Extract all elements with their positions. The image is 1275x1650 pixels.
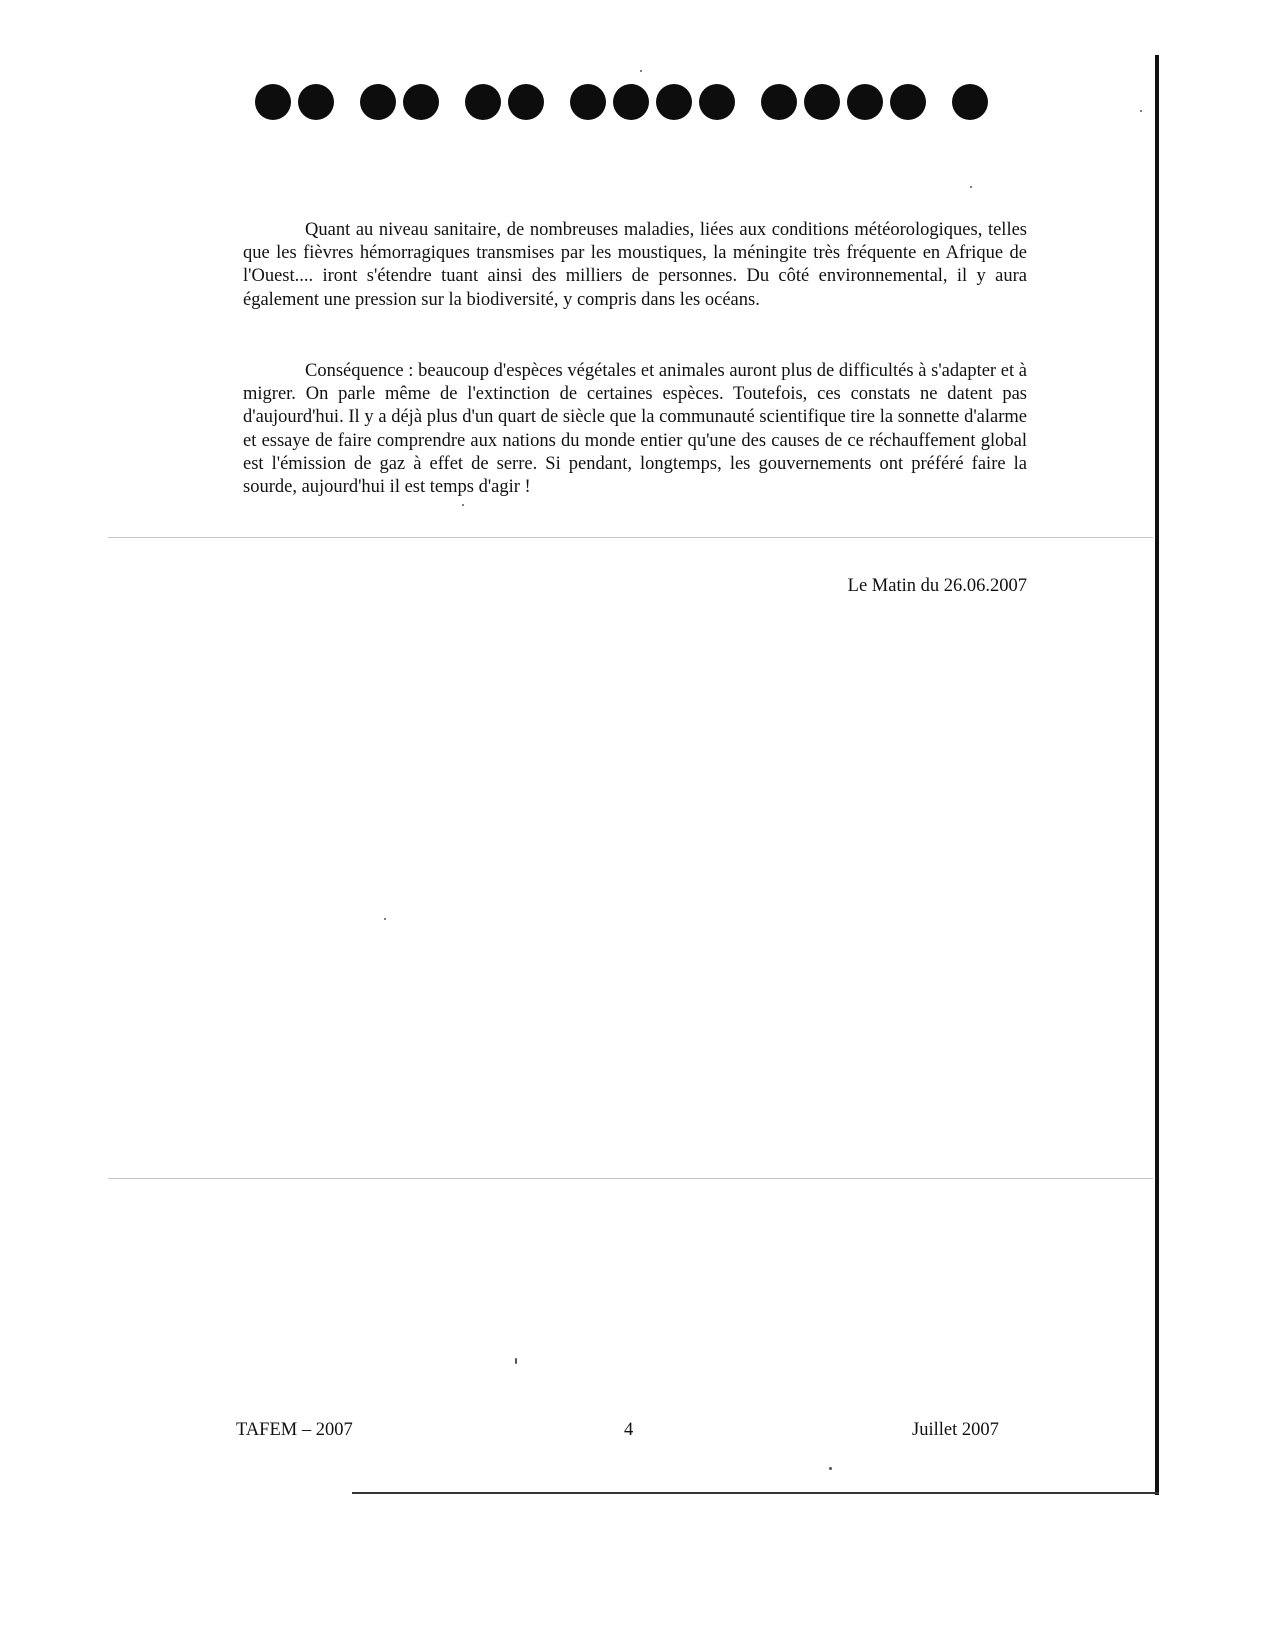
dot-icon xyxy=(465,84,501,120)
dot-icon xyxy=(952,84,988,120)
dot-icon xyxy=(890,84,926,120)
divider-top xyxy=(108,537,1153,538)
divider-bottom xyxy=(108,1178,1153,1179)
dot-icon xyxy=(699,84,735,120)
scan-speck xyxy=(462,504,464,506)
dot-icon xyxy=(656,84,692,120)
page-bottom-border xyxy=(352,1492,1159,1494)
dot-icon xyxy=(360,84,396,120)
article-paragraph-2 xyxy=(243,360,1027,499)
scan-speck xyxy=(515,1358,517,1364)
scan-speck xyxy=(640,70,642,72)
footer-page-number: 4 xyxy=(624,1420,634,1440)
decorative-dot-row xyxy=(255,82,995,122)
paragraph-1-text: Quant au niveau sanitaire, de nombreuses maladies, liées aux conditions météorologiques, telles que les fièvres hémorragiques transmises par les moustiques, la méningite très fréquente en Afrique de l'Ouest.... iront s'étendre tuant ainsi des milliers de personnes. Du côté environnemental, il y aura également une pression sur la biodiversité, y compris dans les océans. xyxy=(243,220,1027,310)
scan-speck xyxy=(829,1467,832,1470)
article-paragraph-1 xyxy=(243,219,1027,312)
footer-exam-label: TAFEM – 2007 xyxy=(236,1420,353,1440)
dot-icon xyxy=(508,84,544,120)
source-citation: Le Matin du 26.06.2007 xyxy=(847,576,1027,596)
dot-icon xyxy=(804,84,840,120)
dot-icon xyxy=(613,84,649,120)
dot-icon xyxy=(570,84,606,120)
scan-speck xyxy=(970,186,972,188)
dot-icon xyxy=(298,84,334,120)
dot-icon xyxy=(255,84,291,120)
dot-icon xyxy=(761,84,797,120)
footer-date: Juillet 2007 xyxy=(912,1420,999,1440)
scan-speck xyxy=(384,918,386,920)
scan-speck xyxy=(1140,110,1142,112)
dot-icon xyxy=(847,84,883,120)
page-right-border xyxy=(1155,55,1159,1495)
paragraph-2-text: Conséquence : beaucoup d'espèces végétales et animales auront plus de difficultés à s'adapter et à migrer. On parle même de l'extinction de certaines espèces. Toutefois, ces constats ne datent pas d'aujourd'hui. Il y a déjà plus d'un quart de siècle que la communauté scientifique tire la sonnette d'alarme et essaye de faire comprendre aux nations du monde entier qu'une des causes de ce réchauffement global est l'émission de gaz à effet de serre. Si pendant, longtemps, les gouvernements ont préféré faire la sourde, aujourd'hui il est temps d'agir ! xyxy=(243,361,1027,498)
dot-icon xyxy=(403,84,439,120)
